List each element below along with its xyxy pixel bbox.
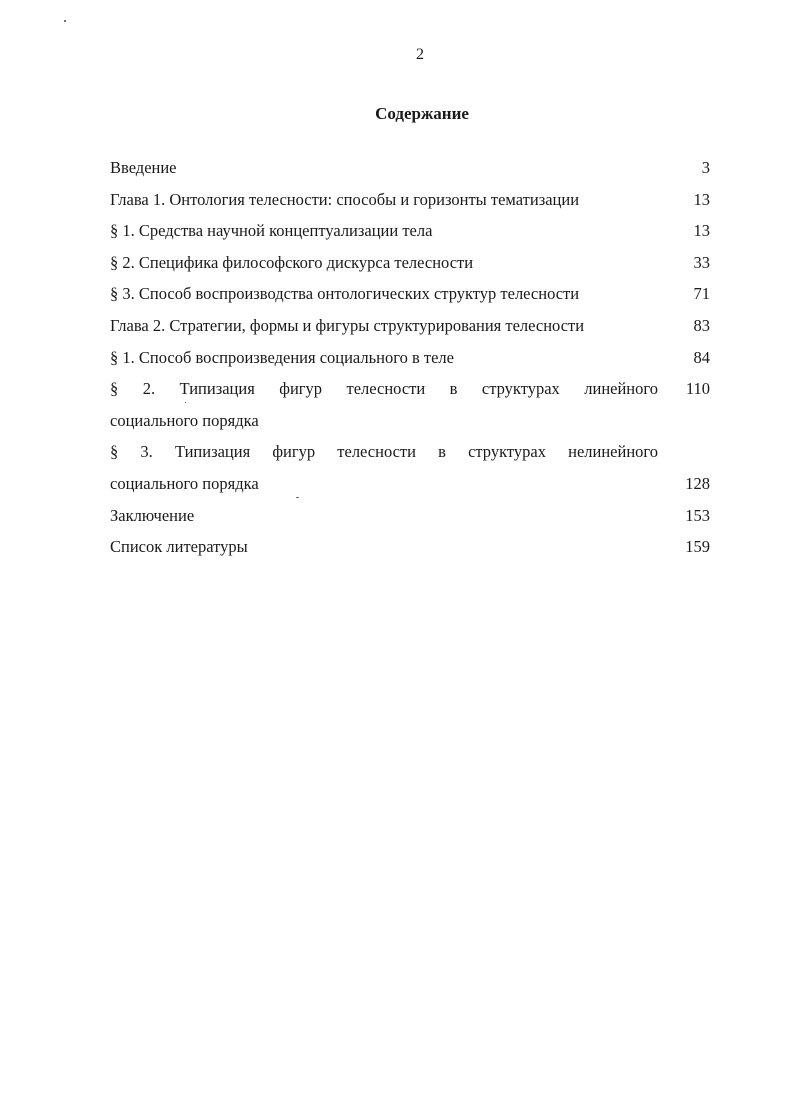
toc-entry-ch2-section-1[interactable] <box>110 342 710 374</box>
toc-entry-page: 33 <box>693 252 710 272</box>
table-of-contents <box>110 152 710 563</box>
toc-entry-chapter-2[interactable] <box>110 310 710 342</box>
toc-entry-page: 3 <box>701 158 710 177</box>
toc-entry-label: § 2. Специфика философского дискурса телесности <box>110 252 474 272</box>
toc-entry-page: 84 <box>693 347 710 367</box>
toc-entry-label: Глава 2. Стратегии, формы и фигуры структурирования телесности <box>110 315 585 335</box>
toc-entry-chapter-1[interactable] <box>110 184 710 216</box>
toc-entry-label: Введение <box>110 158 177 177</box>
toc-entry-page: 128 <box>685 473 710 493</box>
page-title: Содержание <box>375 104 469 123</box>
toc-entry-page: 110 <box>685 379 710 399</box>
toc-entry-ch1-section-2[interactable] <box>110 247 710 279</box>
toc-entry-ch2-section-2[interactable] <box>110 373 710 436</box>
toc-entry-label-line-1: § 2. Типизация фигур телесности в структурах линейного <box>110 379 658 399</box>
toc-entry-label: Заключение <box>110 505 195 525</box>
toc-entry-page: 83 <box>693 315 710 335</box>
toc-entry-ch1-section-3[interactable] <box>110 278 710 310</box>
toc-entry-label-line-1: § 3. Типизация фигур телесности в структурах нелинейного <box>110 442 658 462</box>
toc-entry-conclusion[interactable] <box>110 500 710 532</box>
toc-entry-page: 159 <box>685 537 710 557</box>
toc-entry-label: § 1. Средства научной концептуализации тела <box>110 221 433 241</box>
toc-entry-page: 13 <box>693 221 710 241</box>
toc-entry-label <box>110 373 658 436</box>
toc-entry-ch2-section-3[interactable] <box>110 436 710 499</box>
toc-entry-ch1-section-1[interactable] <box>110 215 710 247</box>
page-number: 2 <box>416 46 424 63</box>
toc-entry-label: § 1. Способ воспроизведения социального в теле <box>110 347 454 367</box>
toc-entry-label: § 3. Способ воспроизводства онтологических структур телесности <box>110 284 580 304</box>
toc-entry-introduction[interactable] <box>110 152 710 184</box>
toc-entry-label: Глава 1. Онтология телесности: способы и горизонты тематизации <box>110 189 580 209</box>
toc-entry-label <box>110 436 658 499</box>
toc-entry-page: 71 <box>693 284 710 304</box>
toc-entry-bibliography[interactable] <box>110 531 710 563</box>
toc-entry-page: 13 <box>693 189 710 209</box>
toc-entry-label-line-2: социального порядка <box>110 473 259 493</box>
scan-speck <box>64 20 66 22</box>
toc-entry-label-line-2: социального порядка <box>110 410 259 430</box>
toc-entry-label: Список литературы <box>110 537 248 557</box>
toc-entry-page: 153 <box>685 505 710 525</box>
